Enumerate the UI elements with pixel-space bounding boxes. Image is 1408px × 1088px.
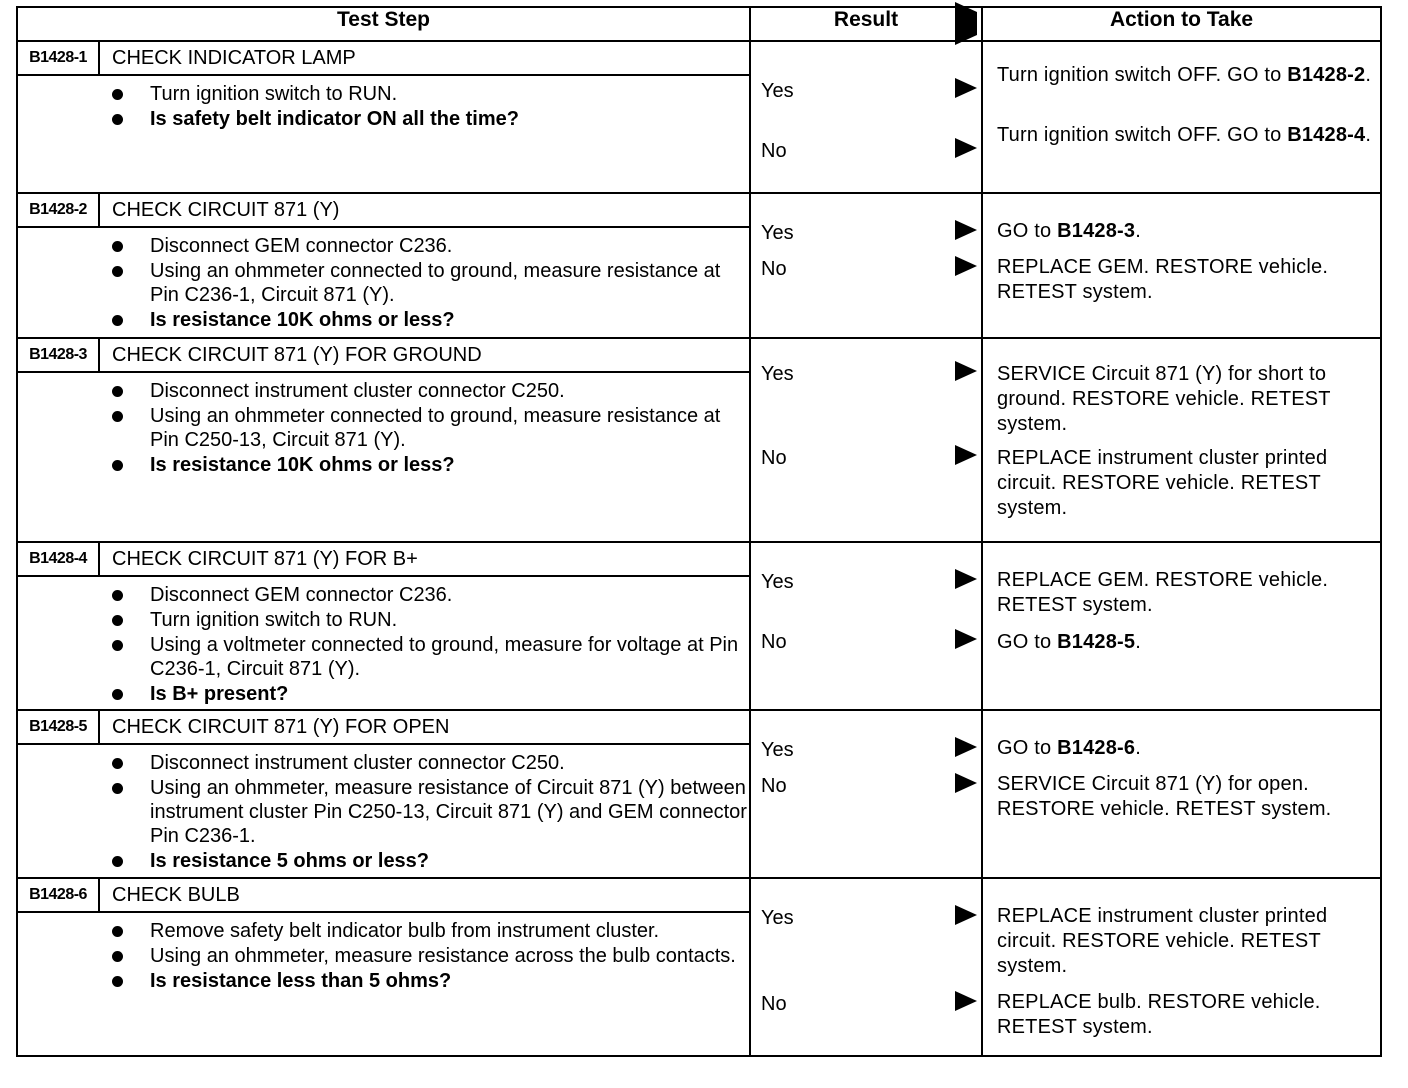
bullet-icon [112, 590, 123, 601]
arrow-icon [955, 78, 977, 98]
bullet-icon [112, 926, 123, 937]
action-text-main: REPLACE GEM. RESTORE vehicle. RETEST system. [997, 569, 1329, 616]
bullet-text: Using an ohmmeter, measure resistance across the bulb contacts. [150, 945, 736, 967]
step-bullets [18, 82, 749, 131]
bullet-item [112, 682, 749, 706]
header-action: Action to Take [982, 7, 1381, 41]
header-test-step: Test Step [17, 7, 750, 41]
bullet-item [112, 259, 749, 307]
bullet-icon [112, 266, 123, 277]
result-label: No [761, 140, 787, 162]
action-cell [982, 542, 1381, 710]
test-step-cell [17, 41, 750, 193]
action-cell [982, 878, 1381, 1056]
action-text-tail: . [1365, 124, 1372, 146]
result-label: Yes [761, 571, 794, 593]
result-cell [750, 542, 982, 710]
step-title-bar [18, 711, 749, 745]
action-text-main: REPLACE bulb. RESTORE vehicle. RETEST system. [997, 991, 1321, 1038]
action-text-main: GO to [997, 220, 1058, 242]
result-cell [750, 193, 982, 338]
step-title: CHECK CIRCUIT 871 (Y) FOR B+ [112, 547, 418, 570]
bullet-icon [112, 951, 123, 962]
arrow-icon [955, 991, 977, 1011]
bullet-item [112, 107, 749, 131]
bullet-item [112, 919, 749, 943]
table-row [17, 193, 1381, 338]
action-text [997, 362, 1376, 437]
bullet-text: Is resistance less than 5 ohms? [150, 970, 452, 992]
action-text [997, 736, 1376, 761]
bullet-icon [112, 241, 123, 252]
bullet-item [112, 944, 749, 968]
action-text-tail: . [1135, 220, 1141, 242]
action-cell [982, 41, 1381, 193]
step-id: B1428-5 [18, 711, 100, 743]
action-text-main: REPLACE instrument cluster printed circuit. RESTORE vehicle. RETEST system. [997, 905, 1328, 977]
bullet-icon [112, 460, 123, 471]
action-text-tail: . [1135, 631, 1141, 653]
action-text [997, 63, 1376, 88]
step-title: CHECK INDICATOR LAMP [112, 46, 356, 69]
step-id: B1428-1 [18, 42, 100, 74]
bullet-text: Turn ignition switch to RUN. [150, 609, 398, 631]
test-step-cell [17, 338, 750, 542]
arrow-icon [955, 138, 977, 158]
bullet-icon [112, 615, 123, 626]
result-label: No [761, 447, 787, 469]
action-text [997, 568, 1376, 618]
result-label: Yes [761, 739, 794, 761]
bullet-text: Is resistance 5 ohms or less? [150, 850, 430, 872]
arrow-icon [955, 737, 977, 757]
bullet-text: Is safety belt indicator ON all the time? [150, 108, 519, 130]
result-label: No [761, 775, 787, 797]
action-text [997, 772, 1376, 822]
result-cell [750, 878, 982, 1056]
bullet-text: Disconnect instrument cluster connector C250. [150, 752, 565, 774]
step-title-bar [18, 879, 749, 913]
action-text [997, 630, 1376, 655]
action-text [997, 123, 1376, 148]
header-result [750, 7, 982, 41]
step-title: CHECK CIRCUIT 871 (Y) FOR OPEN [112, 715, 450, 738]
bullet-item [112, 751, 749, 775]
result-label: Yes [761, 222, 794, 244]
step-bullets [18, 583, 749, 706]
step-id: B1428-2 [18, 194, 100, 226]
action-cell [982, 193, 1381, 338]
action-cell [982, 710, 1381, 878]
bullet-item [112, 404, 749, 452]
step-title: CHECK BULB [112, 883, 240, 906]
bullet-item [112, 379, 749, 403]
step-title-bar [18, 42, 749, 76]
action-text [997, 255, 1376, 305]
arrow-icon [955, 569, 977, 589]
bullet-text: Disconnect instrument cluster connector C250. [150, 380, 565, 402]
arrow-icon [955, 445, 977, 465]
action-text [997, 990, 1376, 1040]
step-bullets [18, 379, 749, 477]
action-text-main: GO to [997, 631, 1058, 653]
diagnostic-table [16, 6, 1382, 1057]
bullet-icon [112, 386, 123, 397]
step-title-bar [18, 339, 749, 373]
arrow-icon [955, 220, 977, 240]
header-result-label: Result [833, 8, 899, 31]
bullet-text: Using an ohmmeter, measure resistance of Circuit 871 (Y) between instrument cluster Pin C250-13, Circuit 871 (Y) and GEM connector Pin C236-1. [150, 777, 747, 847]
step-id: B1428-4 [18, 543, 100, 575]
bullet-text: Is resistance 10K ohms or less? [150, 309, 455, 331]
bullet-text: Remove safety belt indicator bulb from instrument cluster. [150, 920, 660, 942]
bullet-item [112, 608, 749, 632]
action-step-ref: B1428-6 [1057, 737, 1136, 759]
arrow-icon [955, 256, 977, 276]
result-cell [750, 41, 982, 193]
bullet-item [112, 234, 749, 258]
result-label: No [761, 631, 787, 653]
step-title-bar [18, 194, 749, 228]
step-bullets [18, 919, 749, 993]
action-text [997, 446, 1376, 521]
step-title-bar [18, 543, 749, 577]
action-text-main: Turn ignition switch OFF. GO to [997, 124, 1288, 146]
arrow-icon [955, 361, 977, 381]
bullet-icon [112, 411, 123, 422]
bullet-icon [112, 976, 123, 987]
result-label: Yes [761, 363, 794, 385]
table-row [17, 710, 1381, 878]
bullet-item [112, 82, 749, 106]
action-text-main: SERVICE Circuit 871 (Y) for open. RESTORE vehicle. RETEST system. [997, 773, 1332, 820]
bullet-icon [112, 689, 123, 700]
bullet-icon [112, 315, 123, 326]
action-step-ref: B1428-4 [1287, 124, 1366, 146]
arrow-icon [955, 12, 977, 36]
action-text-tail: . [1135, 737, 1141, 759]
action-text-main: SERVICE Circuit 871 (Y) for short to ground. RESTORE vehicle. RETEST system. [997, 363, 1331, 435]
bullet-item [112, 849, 749, 873]
bullet-text: Turn ignition switch to RUN. [150, 83, 398, 105]
action-step-ref: B1428-3 [1057, 220, 1136, 242]
arrow-icon [955, 905, 977, 925]
bullet-text: Disconnect GEM connector C236. [150, 584, 453, 606]
table-row [17, 542, 1381, 710]
bullet-item [112, 776, 749, 848]
action-step-ref: B1428-5 [1057, 631, 1136, 653]
bullet-text: Using a voltmeter connected to ground, measure for voltage at Pin C236-1, Circuit 871 (Y). [150, 634, 739, 680]
action-step-ref: B1428-2 [1287, 64, 1366, 86]
bullet-item [112, 308, 749, 332]
bullet-icon [112, 856, 123, 867]
bullet-icon [112, 89, 123, 100]
action-text [997, 904, 1376, 979]
bullet-icon [112, 783, 123, 794]
table-row [17, 41, 1381, 193]
result-label: Yes [761, 80, 794, 102]
table-row [17, 878, 1381, 1056]
result-cell [750, 710, 982, 878]
action-text-main: REPLACE GEM. RESTORE vehicle. RETEST system. [997, 256, 1329, 303]
action-text-main: Turn ignition switch OFF. GO to [997, 64, 1288, 86]
action-text [997, 219, 1376, 244]
arrow-icon [955, 773, 977, 793]
action-text-main: GO to [997, 737, 1058, 759]
bullet-text: Is B+ present? [150, 683, 289, 705]
result-label: Yes [761, 907, 794, 929]
arrow-icon [955, 629, 977, 649]
bullet-text: Using an ohmmeter connected to ground, measure resistance at Pin C250-13, Circuit 871 (Y). [150, 405, 721, 451]
bullet-item [112, 453, 749, 477]
bullet-icon [112, 758, 123, 769]
table-header [17, 7, 1381, 41]
action-text-main: REPLACE instrument cluster printed circuit. RESTORE vehicle. RETEST system. [997, 447, 1328, 519]
test-step-cell [17, 710, 750, 878]
bullet-item [112, 969, 749, 993]
action-cell [982, 338, 1381, 542]
result-cell [750, 338, 982, 542]
step-id: B1428-6 [18, 879, 100, 911]
test-step-cell [17, 193, 750, 338]
result-label: No [761, 993, 787, 1015]
step-id: B1428-3 [18, 339, 100, 371]
bullet-item [112, 583, 749, 607]
step-bullets [18, 234, 749, 332]
test-step-cell [17, 542, 750, 710]
test-step-cell [17, 878, 750, 1056]
step-title: CHECK CIRCUIT 871 (Y) [112, 198, 340, 221]
bullet-text: Is resistance 10K ohms or less? [150, 454, 455, 476]
bullet-text: Using an ohmmeter connected to ground, measure resistance at Pin C236-1, Circuit 871 (Y). [150, 260, 721, 306]
step-bullets [18, 751, 749, 873]
table-row [17, 338, 1381, 542]
bullet-icon [112, 114, 123, 125]
bullet-text: Disconnect GEM connector C236. [150, 235, 453, 257]
step-title: CHECK CIRCUIT 871 (Y) FOR GROUND [112, 343, 482, 366]
action-text-tail: . [1365, 64, 1372, 86]
bullet-icon [112, 640, 123, 651]
bullet-item [112, 633, 749, 681]
result-label: No [761, 258, 787, 280]
